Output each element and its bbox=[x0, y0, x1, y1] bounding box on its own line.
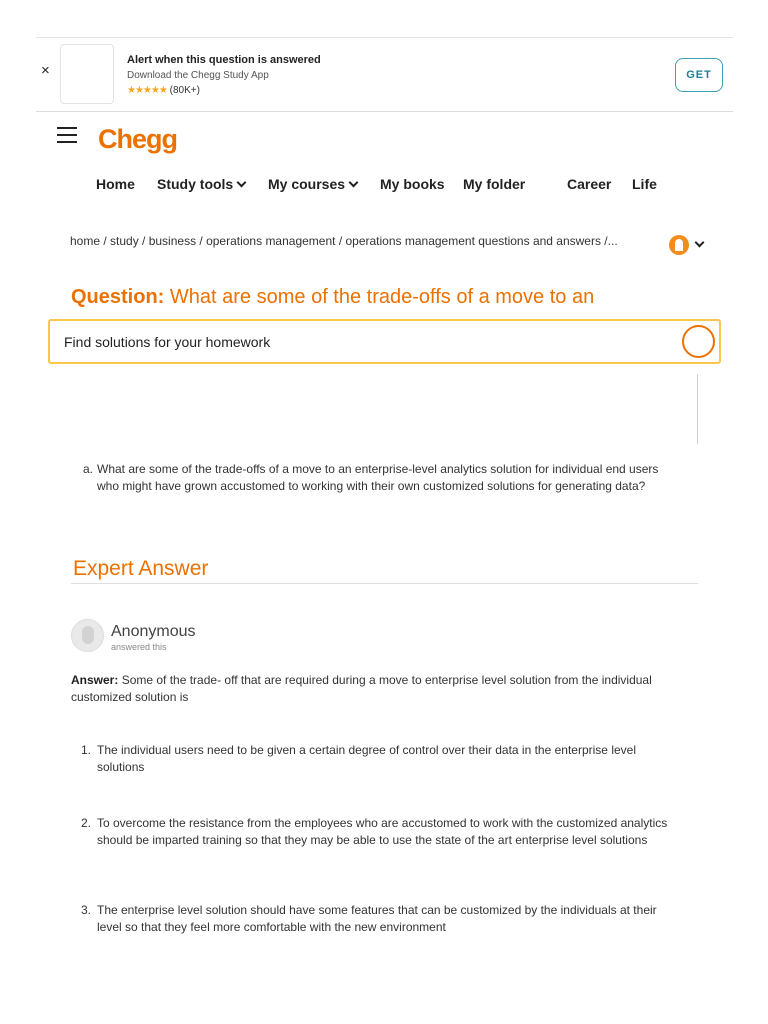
list-item-text: To overcome the resistance from the employees who are accustomed to work with the customized analytics should be imparted training so that they may be able to use the state of the art enterprise level solutions bbox=[97, 816, 668, 847]
nav-study-tools[interactable]: Study tools bbox=[157, 176, 245, 192]
chevron-down-icon bbox=[349, 178, 359, 188]
close-icon[interactable]: × bbox=[41, 62, 50, 79]
answer-label: Answer: bbox=[71, 673, 119, 687]
nav-life[interactable]: Life bbox=[632, 176, 657, 192]
question-text: What are some of the trade-offs of a move to an enterprise-level analytics solution for individual end users who might have grown accustomed to working with their own customized solutions for generating data? bbox=[97, 462, 659, 493]
main-nav bbox=[0, 176, 768, 196]
question-body bbox=[83, 461, 682, 494]
question-label: Question: bbox=[71, 286, 165, 308]
app-download-banner bbox=[36, 38, 733, 112]
rating-stars-icon: ★★★★★ bbox=[127, 85, 167, 96]
nav-my-folder[interactable]: My folder bbox=[463, 176, 526, 192]
search-bar[interactable] bbox=[48, 319, 721, 364]
list-item bbox=[81, 815, 682, 848]
get-app-button[interactable]: GET bbox=[675, 58, 723, 92]
rating-count: (80K+) bbox=[169, 85, 200, 96]
user-avatar-icon[interactable] bbox=[669, 235, 689, 255]
vertical-divider bbox=[697, 374, 698, 444]
banner-title: Alert when this question is answered bbox=[127, 54, 321, 66]
answerer-name: Anonymous bbox=[111, 623, 196, 640]
list-number: 3. bbox=[81, 903, 92, 917]
search-input[interactable]: Find solutions for your homework bbox=[64, 334, 271, 350]
nav-career[interactable]: Career bbox=[567, 176, 612, 192]
search-icon[interactable] bbox=[682, 325, 715, 358]
banner-text bbox=[127, 53, 321, 98]
anonymous-avatar-icon bbox=[71, 619, 104, 652]
nav-my-courses[interactable]: My courses bbox=[268, 176, 357, 192]
list-item-text: The enterprise level solution should have some features that can be customized by the individuals at their level so that they feel more comfortable with the new environment bbox=[97, 903, 657, 934]
hamburger-menu-icon[interactable] bbox=[57, 127, 77, 145]
chevron-down-icon[interactable] bbox=[695, 238, 705, 248]
question-title-text: What are some of the trade-offs of a move to an bbox=[169, 286, 595, 308]
answered-label: answered this bbox=[111, 642, 167, 652]
banner-rating bbox=[127, 83, 321, 98]
nav-my-books[interactable]: My books bbox=[380, 176, 445, 192]
list-item bbox=[81, 742, 682, 775]
chevron-down-icon bbox=[237, 178, 247, 188]
question-heading bbox=[71, 286, 594, 309]
banner-subtitle: Download the Chegg Study App bbox=[127, 70, 269, 81]
chegg-logo[interactable]: Chegg bbox=[98, 124, 177, 154]
section-divider bbox=[71, 583, 698, 584]
list-item bbox=[81, 902, 682, 935]
list-marker: a. bbox=[83, 462, 94, 476]
nav-home[interactable]: Home bbox=[96, 176, 135, 192]
list-number: 1. bbox=[81, 743, 92, 757]
list-item-text: The individual users need to be given a certain degree of control over their data in the enterprise level solutions bbox=[97, 743, 636, 774]
breadcrumb[interactable]: home / study / business / operations management / operations management questions and answers /... bbox=[70, 234, 618, 248]
list-number: 2. bbox=[81, 816, 92, 830]
answer-intro bbox=[71, 672, 671, 705]
answer-intro-text: Some of the trade- off that are required during a move to enterprise level solution from the individual customized solution is bbox=[71, 673, 652, 704]
app-thumbnail bbox=[60, 44, 114, 104]
expert-answer-heading: Expert Answer bbox=[73, 557, 209, 580]
